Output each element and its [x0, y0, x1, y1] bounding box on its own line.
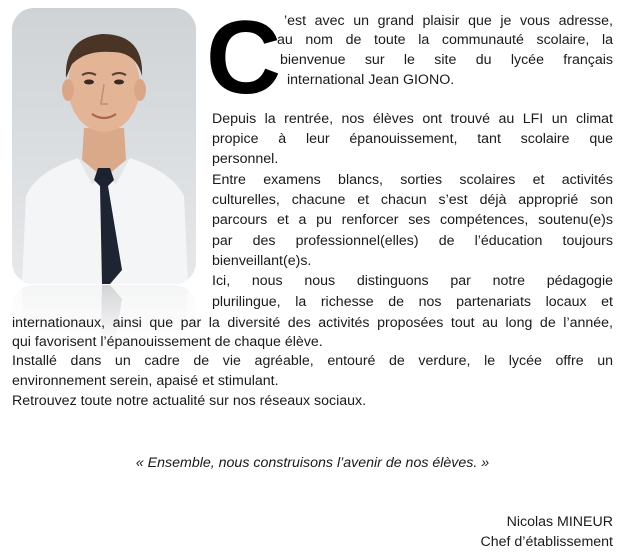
body-line: internationaux, ainsi que par la diversité des activités proposées tout au long de l’année,: [12, 315, 613, 331]
intro-line: international Jean GIONO.: [287, 72, 455, 88]
principal-portrait: [12, 8, 196, 284]
body-line: Installé dans un cadre de vie agréable, entouré de verdure, le lycée offre un: [12, 353, 613, 369]
body-line: Depuis la rentrée, nos élèves ont trouvé au LFI un climat: [212, 111, 613, 127]
body-line: culturelles, chacune et chacun s’est déjà approprié son: [212, 192, 613, 208]
intro-line: bienvenue sur le site du lycée français: [280, 52, 613, 68]
body-line: Retrouvez toute notre actualité sur nos réseaux sociaux.: [12, 393, 367, 409]
signature-name: Nicolas MINEUR: [506, 514, 613, 530]
body-line: environnement serein, apaisé et stimulant.: [12, 373, 279, 389]
intro-line: au nom de toute la communauté scolaire, la: [277, 32, 613, 48]
body-line: qui favorisent l’épanouissement de chaque élève.: [12, 334, 323, 350]
body-line: Entre examens blancs, sorties scolaires et activités: [212, 172, 613, 188]
body-line: plurilingue, la richesse de nos partenariats locaux et: [212, 294, 613, 310]
drop-cap-letter: C: [206, 0, 282, 116]
intro-line: ’est avec un grand plaisir que je vous adresse,: [284, 13, 613, 29]
body-line: bienveillant(e)s.: [212, 253, 312, 269]
body-line: par des professionnel(elles) de l’éducation toujours: [212, 233, 613, 249]
body-line: parcours et a pu renforcer ses compétences, soutenu(e)s: [212, 212, 613, 228]
signature-title: Chef d’établissement: [480, 534, 613, 550]
body-line: personnel.: [212, 151, 279, 167]
motto-quote: « Ensemble, nous construisons l’avenir de nos élèves. »: [135, 455, 490, 471]
body-line: propice à leur épanouissement, tant scolaire que: [212, 131, 613, 147]
body-line: Ici, nous nous distinguons par notre pédagogie: [212, 273, 613, 289]
